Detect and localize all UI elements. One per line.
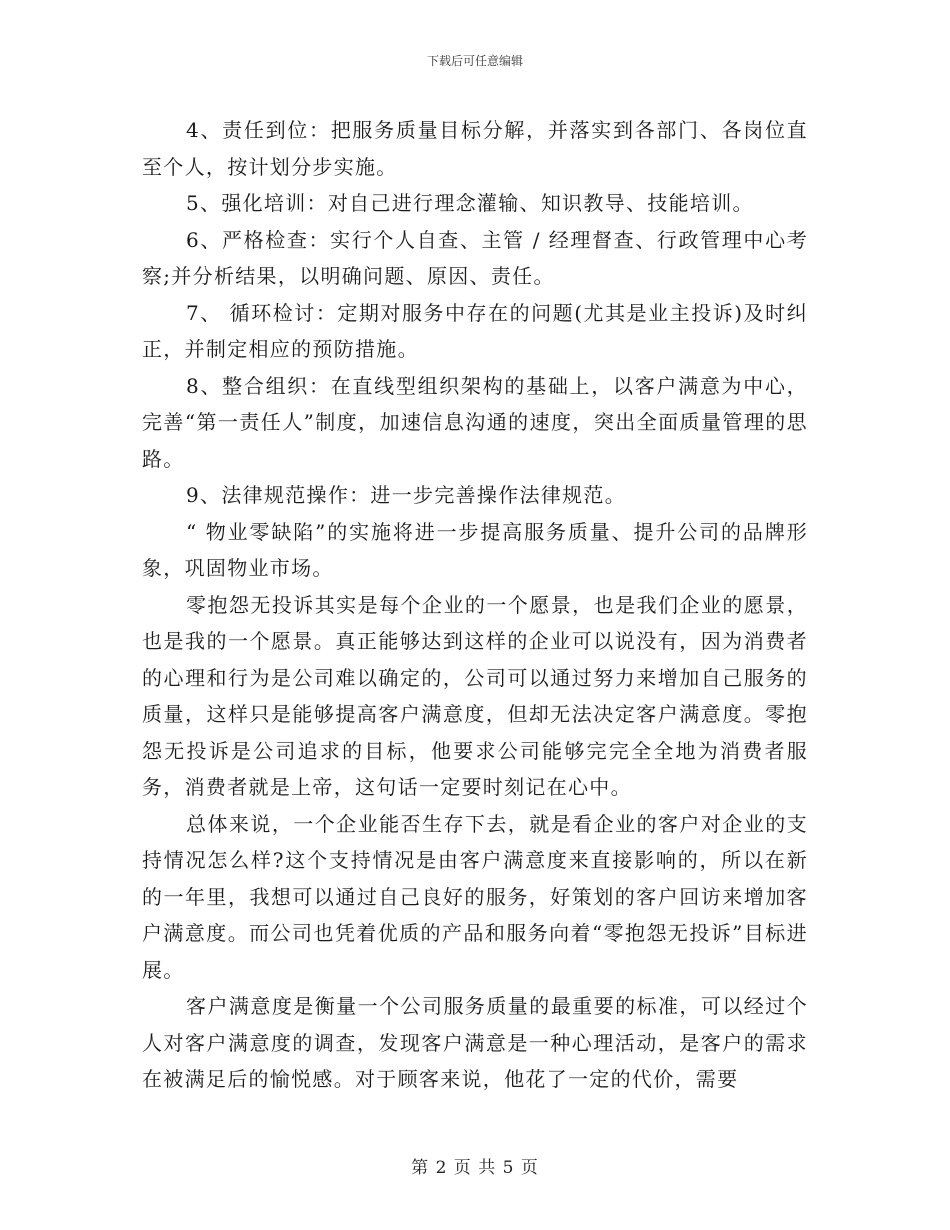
paragraph-zero-defect: “ 物业零缺陷”的实施将进一步提高服务质量、提升公司的品牌形象，巩固物业市场。	[142, 519, 808, 580]
paragraph-review: 7、 循环检讨：定期对服务中存在的问题(尤其是业主投诉)及时纠正，并制定相应的预防措施。	[142, 300, 808, 361]
paragraph-summary: 总体来说，一个企业能否生存下去，就是看企业的客户对企业的支持情况怎么样?这个支持情况是由客户满意度来直接影响的，所以在新的一年里，我想可以通过自己良好的服务，好策划的客户回访来增加客户满意度。而公司也凭着优质的产品和服务向着“零抱怨无投诉”目标进展。	[142, 811, 808, 982]
paragraph-inspection: 6、严格检查：实行个人自查、主管 / 经理督查、行政管理中心考察;并分析结果，以明确问题、原因、责任。	[142, 227, 808, 288]
document-body	[142, 112, 808, 1098]
paragraph-training: 5、强化培训：对自己进行理念灌输、知识教导、技能培训。	[186, 191, 754, 215]
paragraph-satisfaction: 客户满意度是衡量一个公司服务质量的最重要的标准，可以经过个人对客户满意度的调查，发现客户满意是一种心理活动，是客户的需求在被满足后的愉悦感。对于顾客来说，他花了一定的代价，需要	[142, 994, 808, 1091]
paragraph-zero-complaint: 零抱怨无投诉其实是每个企业的一个愿景，也是我们企业的愿景，也是我的一个愿景。真正能够达到这样的企业可以说没有，因为消费者的心理和行为是公司难以确定的，公司可以通过努力来增加自己服务的质量，这样只是能够提高客户满意度，但却无法决定客户满意度。零抱怨无投诉是公司追求的目标，他要求公司能够完完全全地为消费者服务，消费者就是上帝，这句话一定要时刻记在心中。	[142, 592, 808, 799]
page-header-note: 下载后可任意编辑	[426, 54, 523, 68]
paragraph-legal: 9、法律规范操作：进一步完善操作法律规范。	[186, 483, 627, 507]
page-number: 第 2 页 共 5 页	[411, 1158, 539, 1178]
paragraph-responsibility: 4、责任到位：把服务质量目标分解，并落实到各部门、各岗位直至个人，按计划分步实施。	[142, 118, 808, 179]
paragraph-organization: 8、整合组织：在直线型组织架构的基础上，以客户满意为中心，完善“第一责任人”制度，加速信息沟通的速度，突出全面质量管理的思路。	[142, 373, 808, 471]
